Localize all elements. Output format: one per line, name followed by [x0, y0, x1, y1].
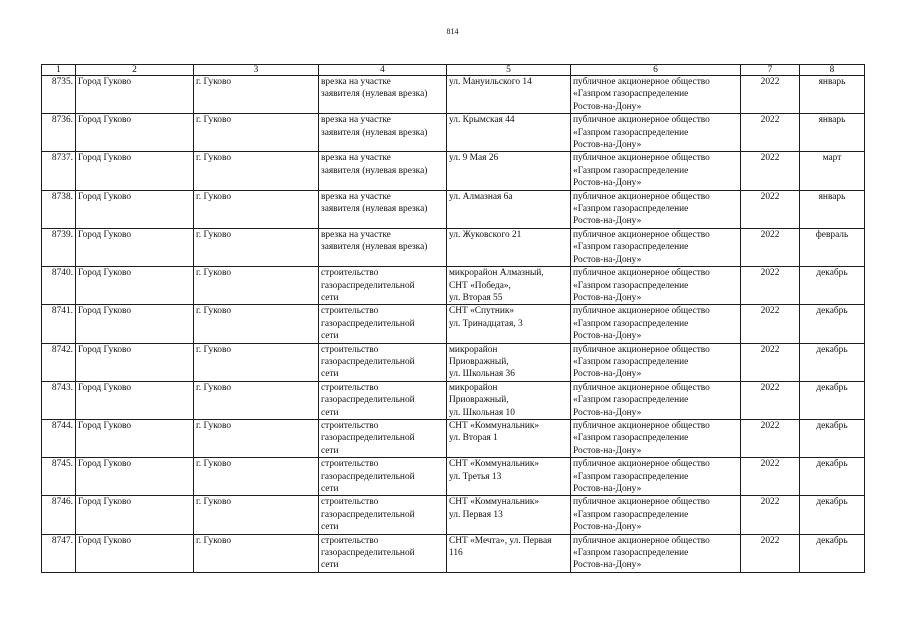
district-cell: Город Гуково: [76, 458, 194, 496]
month-cell: декабрь: [800, 419, 865, 457]
owner-line: «Газпром газораспределение: [573, 280, 689, 291]
address-cell: [447, 228, 571, 266]
address-cell: [447, 267, 571, 305]
owner-line: публичное акционерное общество: [573, 306, 710, 317]
row-number-cell: 8736.: [42, 114, 76, 152]
page-number: 814: [446, 27, 459, 36]
owner-cell: [571, 267, 741, 305]
work-type-cell: [319, 305, 447, 343]
district-cell: Город Гуково: [76, 190, 194, 228]
owner-line: «Газпром газораспределение: [573, 356, 689, 367]
owner-line: Ростов-на-Дону»: [573, 445, 642, 456]
table-row: [42, 76, 865, 114]
work-type-line: газораспределительной: [321, 548, 415, 559]
work-type-line: сети: [321, 369, 339, 380]
work-type-line: газораспределительной: [321, 356, 415, 367]
locality-cell: г. Гуково: [194, 228, 319, 266]
owner-line: «Газпром газораспределение: [573, 242, 689, 253]
owner-line: публичное акционерное общество: [573, 497, 710, 508]
year-cell: 2022: [741, 152, 800, 190]
owner-line: Ростов-на-Дону»: [573, 484, 642, 494]
month-cell: декабрь: [800, 534, 865, 572]
work-type-cell: [319, 267, 447, 305]
month-cell: февраль: [800, 228, 865, 266]
month-cell: январь: [800, 76, 865, 114]
address-line: микрорайон: [449, 382, 498, 393]
district-cell: Город Гуково: [76, 381, 194, 419]
address-line: ул. Крымская 44: [449, 115, 515, 126]
work-type-line: газораспределительной: [321, 471, 415, 482]
work-type-line: сети: [321, 484, 339, 494]
address-cell: [447, 76, 571, 114]
work-type-cell: [319, 114, 447, 152]
work-type-line: сети: [321, 292, 339, 303]
table-row: [42, 381, 865, 419]
table-row: [42, 228, 865, 266]
owner-line: Ростов-на-Дону»: [573, 522, 642, 533]
work-type-line: заявителя (нулевая врезка): [321, 242, 428, 253]
address-line: Приовражный,: [449, 356, 509, 367]
table-row: [42, 458, 865, 496]
owner-cell: [571, 496, 741, 534]
address-line: СНТ «Победа»,: [449, 280, 511, 291]
work-type-cell: [319, 228, 447, 266]
work-type-line: заявителя (нулевая врезка): [321, 204, 428, 215]
address-line: ул. Школьная 10: [449, 407, 515, 418]
district-cell: Город Гуково: [76, 76, 194, 114]
header-row: [42, 65, 865, 76]
address-cell: [447, 381, 571, 419]
work-type-line: газораспределительной: [321, 318, 415, 329]
year-cell: 2022: [741, 458, 800, 496]
work-type-cell: [319, 458, 447, 496]
work-type-line: сети: [321, 445, 339, 456]
table-row: [42, 496, 865, 534]
district-cell: Город Гуково: [76, 114, 194, 152]
work-type-line: газораспределительной: [321, 433, 415, 444]
owner-line: «Газпром газораспределение: [573, 127, 689, 138]
locality-cell: г. Гуково: [194, 419, 319, 457]
year-cell: 2022: [741, 76, 800, 114]
address-line: ул. Вторая 55: [449, 292, 503, 303]
address-line: микрорайон: [449, 344, 498, 355]
month-cell: декабрь: [800, 381, 865, 419]
locality-cell: г. Гуково: [194, 534, 319, 572]
column-number-3: 3: [194, 65, 319, 76]
address-cell: [447, 496, 571, 534]
work-type-line: врезка на участке: [321, 77, 391, 87]
work-type-cell: [319, 381, 447, 419]
owner-cell: [571, 76, 741, 114]
owner-cell: [571, 419, 741, 457]
owner-line: публичное акционерное общество: [573, 115, 710, 126]
work-type-line: сети: [321, 560, 339, 571]
column-number-2: 2: [76, 65, 194, 76]
table-row: [42, 152, 865, 190]
row-number-cell: 8741.: [42, 305, 76, 343]
month-cell: декабрь: [800, 343, 865, 381]
column-number-5: 5: [447, 65, 571, 76]
address-cell: [447, 305, 571, 343]
owner-line: Ростов-на-Дону»: [573, 331, 642, 342]
row-number-cell: 8737.: [42, 152, 76, 190]
address-line: 116: [449, 548, 463, 559]
owner-line: Ростов-на-Дону»: [573, 292, 642, 303]
owner-line: Ростов-на-Дону»: [573, 178, 642, 189]
owner-line: «Газпром газораспределение: [573, 548, 689, 559]
year-cell: 2022: [741, 114, 800, 152]
address-line: ул. Жуковского 21: [449, 229, 522, 240]
table-row: [42, 343, 865, 381]
work-type-line: газораспределительной: [321, 395, 415, 406]
work-type-line: строительство: [321, 420, 379, 431]
work-type-line: строительство: [321, 535, 379, 546]
table-body: [42, 76, 865, 573]
district-cell: Город Гуково: [76, 496, 194, 534]
work-type-line: сети: [321, 407, 339, 418]
address-cell: [447, 152, 571, 190]
month-cell: март: [800, 152, 865, 190]
locality-cell: г. Гуково: [194, 76, 319, 114]
owner-line: Ростов-на-Дону»: [573, 407, 642, 418]
work-type-line: врезка на участке: [321, 115, 391, 126]
owner-line: публичное акционерное общество: [573, 229, 710, 240]
month-cell: декабрь: [800, 267, 865, 305]
address-cell: [447, 458, 571, 496]
work-type-line: строительство: [321, 382, 379, 393]
table-row: [42, 305, 865, 343]
work-type-line: врезка на участке: [321, 229, 391, 240]
owner-line: «Газпром газораспределение: [573, 165, 689, 176]
row-number-cell: 8744.: [42, 419, 76, 457]
address-line: СНТ «Коммунальник»: [449, 420, 540, 431]
address-line: ул. Первая 13: [449, 509, 503, 520]
owner-line: Ростов-на-Дону»: [573, 101, 642, 112]
owner-line: публичное акционерное общество: [573, 459, 710, 470]
row-number-cell: 8738.: [42, 190, 76, 228]
work-type-line: строительство: [321, 459, 379, 470]
year-cell: 2022: [741, 534, 800, 572]
locality-cell: г. Гуково: [194, 152, 319, 190]
address-cell: [447, 190, 571, 228]
owner-line: «Газпром газораспределение: [573, 509, 689, 520]
district-cell: Город Гуково: [76, 267, 194, 305]
work-type-line: заявителя (нулевая врезка): [321, 127, 428, 138]
year-cell: 2022: [741, 496, 800, 534]
row-number-cell: 8746.: [42, 496, 76, 534]
owner-cell: [571, 152, 741, 190]
locality-cell: г. Гуково: [194, 267, 319, 305]
owner-cell: [571, 114, 741, 152]
address-line: ул. Алмазная 6а: [449, 191, 513, 202]
month-cell: декабрь: [800, 305, 865, 343]
address-line: микрорайон Алмазный,: [449, 268, 544, 279]
address-line: СНТ «Коммунальник»: [449, 459, 540, 470]
work-type-line: строительство: [321, 497, 379, 508]
address-line: СНТ «Коммунальник»: [449, 497, 540, 508]
address-line: ул. Вторая 1: [449, 433, 498, 444]
table-row: [42, 419, 865, 457]
owner-line: «Газпром газораспределение: [573, 89, 689, 100]
address-cell: [447, 343, 571, 381]
district-cell: Город Гуково: [76, 305, 194, 343]
locality-cell: г. Гуково: [194, 458, 319, 496]
owner-line: Ростов-на-Дону»: [573, 216, 642, 227]
owner-line: Ростов-на-Дону»: [573, 140, 642, 151]
work-type-line: врезка на участке: [321, 191, 391, 202]
owner-line: публичное акционерное общество: [573, 191, 710, 202]
month-cell: январь: [800, 114, 865, 152]
work-type-line: сети: [321, 522, 339, 533]
month-cell: декабрь: [800, 496, 865, 534]
owner-line: публичное акционерное общество: [573, 344, 710, 355]
address-line: ул. 9 Мая 26: [449, 153, 499, 164]
work-type-line: газораспределительной: [321, 280, 415, 291]
address-line: СНТ «Мечта», ул. Первая: [449, 535, 552, 546]
owner-line: «Газпром газораспределение: [573, 471, 689, 482]
district-cell: Город Гуково: [76, 343, 194, 381]
locality-cell: г. Гуково: [194, 190, 319, 228]
work-type-cell: [319, 76, 447, 114]
owner-line: Ростов-на-Дону»: [573, 560, 642, 571]
district-cell: Город Гуково: [76, 152, 194, 190]
column-number-7: 7: [741, 65, 800, 76]
owner-cell: [571, 343, 741, 381]
year-cell: 2022: [741, 343, 800, 381]
month-cell: январь: [800, 190, 865, 228]
address-line: Приовражный,: [449, 395, 509, 406]
owner-cell: [571, 190, 741, 228]
row-number-cell: 8739.: [42, 228, 76, 266]
locality-cell: г. Гуково: [194, 114, 319, 152]
locality-cell: г. Гуково: [194, 343, 319, 381]
row-number-cell: 8735.: [42, 76, 76, 114]
row-number-cell: 8742.: [42, 343, 76, 381]
address-line: ул. Школьная 36: [449, 369, 515, 380]
owner-cell: [571, 458, 741, 496]
year-cell: 2022: [741, 305, 800, 343]
owner-line: «Газпром газораспределение: [573, 204, 689, 215]
work-type-line: газораспределительной: [321, 509, 415, 520]
owner-cell: [571, 228, 741, 266]
column-number-1: 1: [42, 65, 76, 76]
row-number-cell: 8740.: [42, 267, 76, 305]
address-line: ул. Третья 13: [449, 471, 502, 482]
work-type-line: заявителя (нулевая врезка): [321, 165, 428, 176]
column-number-8: 8: [800, 65, 865, 76]
column-number-4: 4: [319, 65, 447, 76]
table-row: [42, 190, 865, 228]
work-type-line: сети: [321, 331, 339, 342]
owner-line: Ростов-на-Дону»: [573, 254, 642, 265]
year-cell: 2022: [741, 381, 800, 419]
district-cell: Город Гуково: [76, 419, 194, 457]
year-cell: 2022: [741, 190, 800, 228]
registry-table: [41, 64, 865, 573]
year-cell: 2022: [741, 228, 800, 266]
table-row: [42, 267, 865, 305]
owner-line: «Газпром газораспределение: [573, 433, 689, 444]
address-cell: [447, 419, 571, 457]
work-type-cell: [319, 343, 447, 381]
address-cell: [447, 114, 571, 152]
table-row: [42, 534, 865, 572]
year-cell: 2022: [741, 267, 800, 305]
work-type-line: заявителя (нулевая врезка): [321, 89, 428, 100]
locality-cell: г. Гуково: [194, 305, 319, 343]
work-type-line: строительство: [321, 268, 379, 279]
work-type-line: строительство: [321, 344, 379, 355]
column-number-6: 6: [571, 65, 741, 76]
row-number-cell: 8747.: [42, 534, 76, 572]
work-type-line: врезка на участке: [321, 153, 391, 164]
owner-line: публичное акционерное общество: [573, 535, 710, 546]
row-number-cell: 8745.: [42, 458, 76, 496]
owner-cell: [571, 381, 741, 419]
year-cell: 2022: [741, 419, 800, 457]
owner-line: публичное акционерное общество: [573, 77, 710, 87]
owner-line: публичное акционерное общество: [573, 382, 710, 393]
locality-cell: г. Гуково: [194, 496, 319, 534]
district-cell: Город Гуково: [76, 534, 194, 572]
month-cell: декабрь: [800, 458, 865, 496]
address-line: ул. Тринадцатая, 3: [449, 318, 523, 329]
owner-line: «Газпром газораспределение: [573, 395, 689, 406]
address-line: СНТ «Спутник»: [449, 306, 515, 317]
work-type-cell: [319, 496, 447, 534]
address-line: ул. Мануильского 14: [449, 77, 532, 87]
district-cell: Город Гуково: [76, 228, 194, 266]
owner-cell: [571, 534, 741, 572]
owner-line: Ростов-на-Дону»: [573, 369, 642, 380]
owner-line: публичное акционерное общество: [573, 420, 710, 431]
owner-cell: [571, 305, 741, 343]
work-type-cell: [319, 419, 447, 457]
row-number-cell: 8743.: [42, 381, 76, 419]
work-type-cell: [319, 190, 447, 228]
owner-line: публичное акционерное общество: [573, 153, 710, 164]
address-cell: [447, 534, 571, 572]
locality-cell: г. Гуково: [194, 381, 319, 419]
owner-line: публичное акционерное общество: [573, 268, 710, 279]
work-type-cell: [319, 534, 447, 572]
owner-line: «Газпром газораспределение: [573, 318, 689, 329]
column-number-header: [42, 65, 865, 76]
work-type-cell: [319, 152, 447, 190]
table-row: [42, 114, 865, 152]
work-type-line: строительство: [321, 306, 379, 317]
